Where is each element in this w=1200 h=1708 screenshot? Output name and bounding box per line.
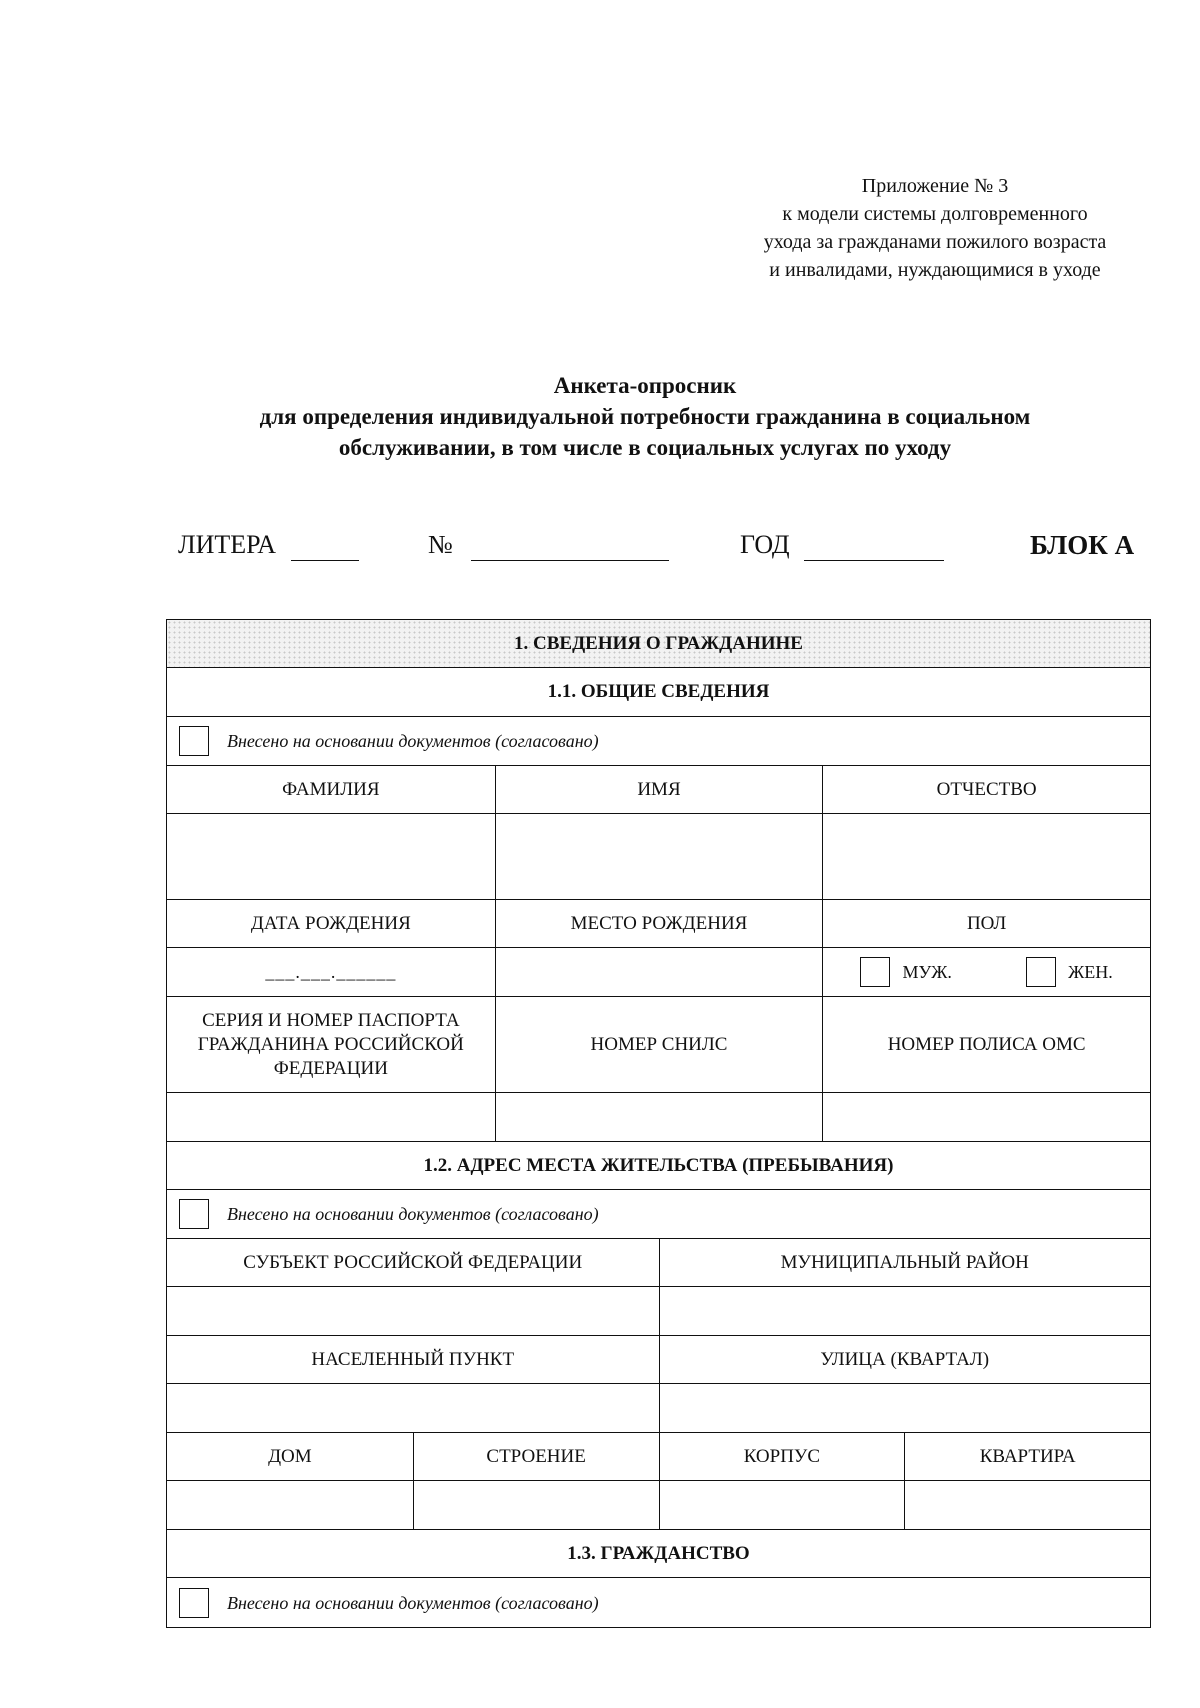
number-blank[interactable] [471,530,669,561]
region-header-row [167,1238,1150,1286]
address-doc-cell [167,1190,1150,1238]
appendix-note [700,172,1170,284]
snils-field[interactable] [495,1093,823,1141]
birth-place-label: МЕСТО РОЖДЕНИЯ [495,900,823,947]
name-header-row [167,765,1150,813]
litera-blank[interactable] [291,530,359,561]
year-field[interactable] [740,530,944,561]
ids-header-row [167,996,1150,1092]
doc-confirm-label: Внесено на основании документов (согласовано) [227,731,599,751]
section-1-title: 1. СВЕДЕНИЯ О ГРАЖДАНИНЕ [514,632,803,654]
locality-label: НАСЕЛЕННЫЙ ПУНКТ [311,1348,515,1370]
block-label-cell: КОРПУС [659,1433,905,1480]
passport-field[interactable] [167,1093,495,1141]
doc-confirm-cell [167,717,1150,765]
year-label: ГОД [740,530,790,559]
street-label: УЛИЦА (КВАРТАЛ) [659,1336,1151,1383]
section-1-3-title: 1.3. ГРАЖДАНСТВО [567,1542,750,1564]
female-checkbox[interactable] [1026,957,1056,987]
surname-field[interactable] [167,814,495,899]
subsection-header [167,667,1150,716]
house-header-row [167,1432,1150,1480]
block-field[interactable] [659,1481,905,1529]
block-label: БЛОК А [1030,530,1135,560]
appendix-line: ухода за гражданами пожилого возраста [763,231,1107,253]
address-section-row [167,1141,1150,1189]
title-line: Анкета-опросник [553,373,737,398]
number-field[interactable] [428,530,669,561]
sex-option-female [1026,957,1113,987]
district-field[interactable] [659,1287,1151,1335]
birth-header-row [167,899,1150,947]
appendix-line: Приложение № 3 [861,175,1009,197]
male-checkbox[interactable] [860,957,890,987]
sex-label: ПОЛ [822,900,1150,947]
number-label: № [428,530,453,559]
district-label: МУНИЦИПАЛЬНЫЙ РАЙОН [659,1239,1151,1286]
section-1-2-title: 1.2. АДРЕС МЕСТА ЖИТЕЛЬСТВА (ПРЕБЫВАНИЯ) [423,1154,894,1176]
female-label: ЖЕН. [1068,962,1113,982]
year-blank[interactable] [804,530,944,561]
sex-field [822,948,1150,996]
birth-place-field[interactable] [495,948,823,996]
section-1-1-title: 1.1. ОБЩИЕ СВЕДЕНИЯ [547,681,770,702]
patronymic-label: ОТЧЕСТВО [822,766,1150,813]
region-input-row [167,1286,1150,1335]
citizenship-doc-row [167,1577,1150,1627]
locality-header-row [167,1335,1150,1383]
citizenship-section-row [167,1529,1150,1577]
address-doc-checkbox[interactable] [179,1199,209,1229]
house-field[interactable] [167,1481,413,1529]
citizenship-doc-cell [167,1578,1150,1627]
locality-input-row [167,1383,1150,1432]
section-header [167,620,1150,667]
building-field[interactable] [413,1481,659,1529]
litera-label: ЛИТЕРА [178,530,277,559]
subject-field[interactable] [167,1287,659,1335]
appendix-line: и инвалидами, нуждающимися в уходе [769,259,1101,281]
locality-field[interactable] [167,1384,659,1432]
subject-label: СУБЪЕКТ РОССИЙСКОЙ ФЕДЕРАЦИИ [243,1251,583,1273]
doc-confirm-row [167,716,1150,765]
citizenship-doc-label: Внесено на основании документов (согласовано) [227,1592,599,1613]
title-line: для определения индивидуальной потребности гражданина в социальном [259,404,1031,429]
snils-label: НОМЕР СНИЛС [495,997,823,1092]
citizenship-doc-checkbox[interactable] [179,1588,209,1618]
house-input-row [167,1480,1150,1529]
document-title [160,370,1130,463]
street-field[interactable] [659,1384,1151,1432]
apartment-label: КВАРТИРА [904,1433,1150,1480]
doc-confirm-checkbox[interactable] [179,726,209,756]
building-label: СТРОЕНИЕ [413,1433,659,1480]
apartment-field[interactable] [904,1481,1150,1529]
oms-label: НОМЕР ПОЛИСА ОМС [822,997,1150,1092]
citizen-form [166,619,1151,1628]
name-input-row [167,813,1150,899]
address-doc-label: Внесено на основании документов (согласовано) [227,1204,599,1224]
oms-field[interactable] [822,1093,1150,1141]
litera-field[interactable] [178,530,359,561]
ids-input-row [167,1092,1150,1141]
name-label: ИМЯ [495,766,823,813]
passport-label: СЕРИЯ И НОМЕР ПАСПОРТА ГРАЖДАНИНА РОССИЙСКОЙ ФЕДЕРАЦИИ [197,1009,464,1079]
surname-label: ФАМИЛИЯ [282,778,380,800]
patronymic-field[interactable] [822,814,1150,899]
title-line: обслуживании, в том числе в социальных услугах по уходу [338,435,952,460]
male-label: МУЖ. [902,962,952,982]
house-label: ДОМ [268,1445,312,1467]
birth-date-field[interactable] [167,948,495,996]
name-field[interactable] [495,814,823,899]
birth-input-row [167,947,1150,996]
address-doc-row [167,1189,1150,1238]
sex-option-male [860,957,951,987]
date-mask: ___.___.______ [265,962,397,982]
birth-date-label: ДАТА РОЖДЕНИЯ [250,912,411,934]
appendix-line: к модели системы долговременного [782,203,1088,225]
